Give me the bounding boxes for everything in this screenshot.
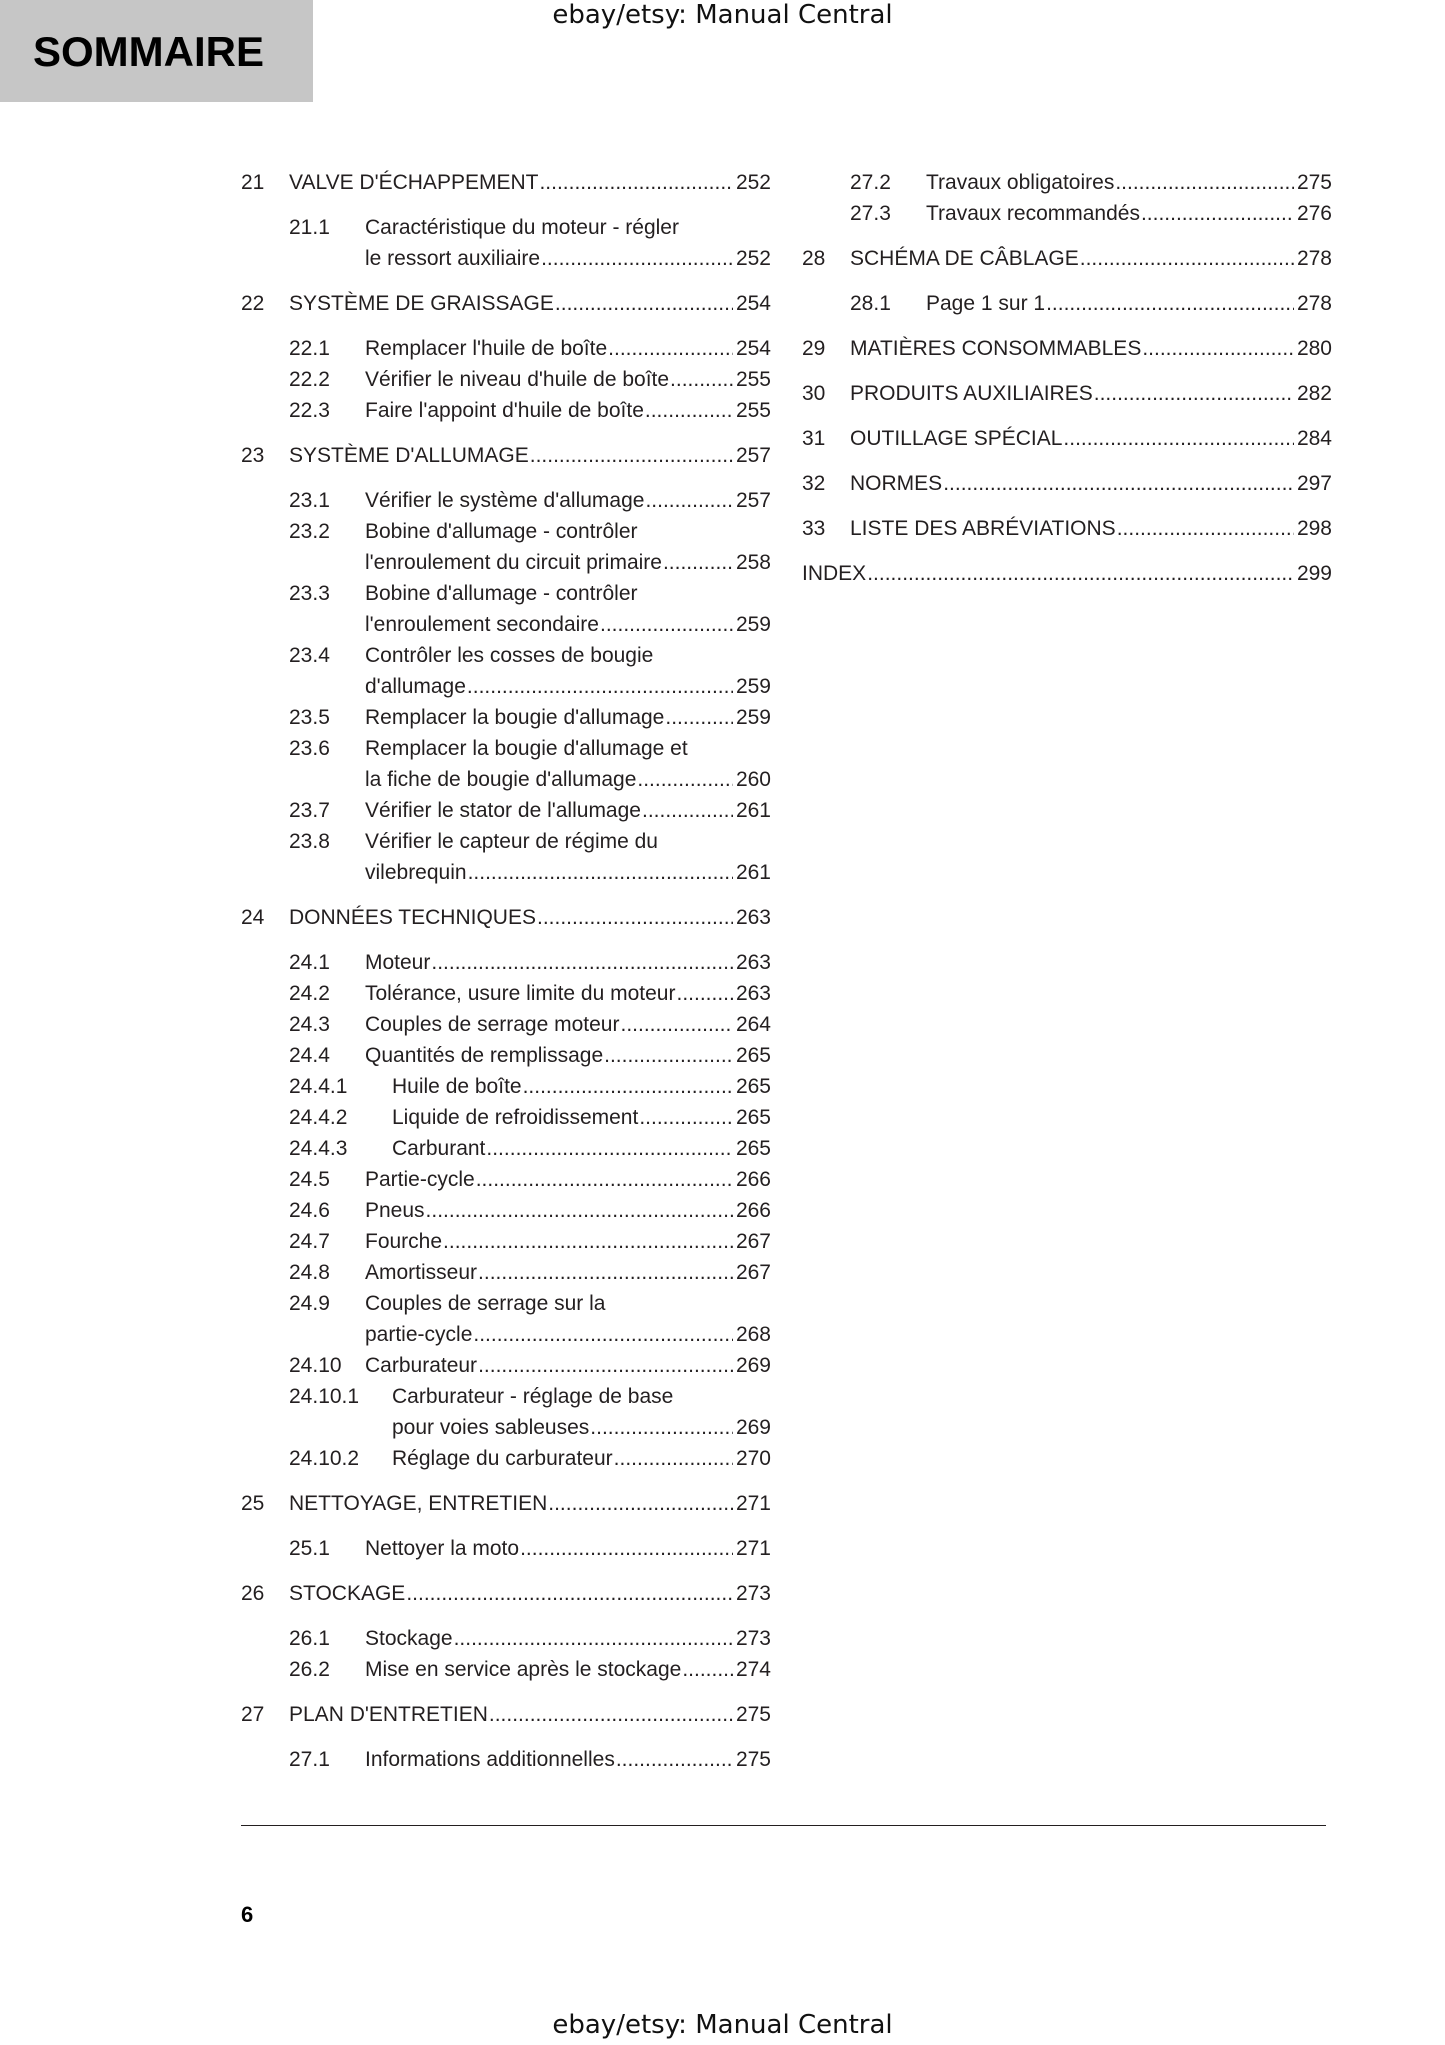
toc-number: 24.5 <box>289 1168 330 1191</box>
toc-page: 254 <box>735 292 771 315</box>
toc-title: Vérifier le stator de l'allumage <box>365 799 641 822</box>
toc-title: NETTOYAGE, ENTRETIEN <box>289 1492 548 1515</box>
toc-page: 265 <box>735 1106 771 1129</box>
toc-title: Bobine d'allumage - contrôler <box>365 520 638 543</box>
toc-number: 25 <box>241 1492 265 1515</box>
toc-number: 24.10.2 <box>289 1447 360 1470</box>
toc-page: 299 <box>1296 562 1332 585</box>
toc-title: Couples de serrage moteur <box>365 1013 620 1036</box>
toc-page: 265 <box>735 1075 771 1098</box>
toc-chapter[interactable] <box>241 902 771 933</box>
toc-number: 24.10.1 <box>289 1385 360 1408</box>
toc-number: 26.1 <box>289 1627 330 1650</box>
toc-title: partie-cycle <box>365 1323 473 1346</box>
toc-number: 32 <box>802 472 826 495</box>
toc-page: 269 <box>735 1354 771 1377</box>
toc-title: DONNÉES TECHNIQUES <box>289 906 536 929</box>
toc-section[interactable] <box>241 395 771 426</box>
toc-number: 22.3 <box>289 399 330 422</box>
toc-section[interactable] <box>802 288 1332 319</box>
toc-title: vilebrequin <box>365 861 467 884</box>
toc-title: Informations additionnelles <box>365 1748 615 1771</box>
dot-leader <box>600 609 733 640</box>
toc-number: 22.1 <box>289 337 330 360</box>
toc-page: 271 <box>735 1537 771 1560</box>
toc-title: Remplacer la bougie d'allumage <box>365 706 665 729</box>
dot-leader <box>478 1257 733 1288</box>
dot-leader <box>555 288 733 319</box>
toc-title: Moteur <box>365 951 431 974</box>
toc-page: 259 <box>735 706 771 729</box>
dot-leader <box>637 764 733 795</box>
dot-leader <box>1063 423 1294 454</box>
toc-section[interactable] <box>241 733 771 795</box>
toc-number: 23.8 <box>289 830 330 853</box>
toc-number: 29 <box>802 337 826 360</box>
toc-page: 257 <box>735 489 771 512</box>
toc-number: 27.2 <box>850 171 891 194</box>
toc-section[interactable] <box>241 978 771 1009</box>
toc-section[interactable] <box>241 1443 771 1474</box>
toc-page: 258 <box>735 551 771 574</box>
toc-section[interactable] <box>241 1164 771 1195</box>
dot-leader <box>431 947 733 978</box>
toc-section[interactable] <box>241 1195 771 1226</box>
toc-page: 255 <box>735 368 771 391</box>
toc-title: Tolérance, usure limite du moteur <box>365 982 676 1005</box>
dot-leader <box>443 1226 733 1257</box>
dot-leader <box>468 857 733 888</box>
toc-title: Carburateur <box>365 1354 478 1377</box>
toc-section[interactable] <box>241 516 771 578</box>
toc-chapter[interactable] <box>802 423 1332 454</box>
toc-chapter[interactable] <box>241 288 771 319</box>
toc-column-left <box>241 167 771 1775</box>
watermark-bottom: ebay/etsy: Manual Central <box>552 2010 893 2040</box>
toc-section[interactable] <box>241 333 771 364</box>
toc-title: PLAN D'ENTRETIEN <box>289 1703 488 1726</box>
toc-number: 31 <box>802 427 826 450</box>
dot-leader <box>663 547 733 578</box>
toc-page: 255 <box>735 399 771 422</box>
toc-title: Caractéristique du moteur - régler <box>365 216 679 239</box>
toc-section[interactable] <box>241 1040 771 1071</box>
toc-chapter[interactable] <box>241 167 771 198</box>
dot-leader <box>467 671 733 702</box>
dot-leader <box>478 1350 733 1381</box>
toc-title: Vérifier le système d'allumage <box>365 489 645 512</box>
toc-page: 265 <box>735 1137 771 1160</box>
toc-title: LISTE DES ABRÉVIATIONS <box>850 517 1116 540</box>
toc-title: Carburateur - réglage de base <box>392 1385 674 1408</box>
dot-leader <box>1142 333 1294 364</box>
toc-page: 265 <box>735 1044 771 1067</box>
toc-page: 269 <box>735 1416 771 1439</box>
toc-number: 27.3 <box>850 202 891 225</box>
dot-leader <box>665 702 733 733</box>
toc-number: 22 <box>241 292 265 315</box>
toc-number: 23.1 <box>289 489 330 512</box>
dot-leader <box>520 1533 733 1564</box>
toc-title: Faire l'appoint d'huile de boîte <box>365 399 644 422</box>
toc-title: Remplacer la bougie d'allumage et <box>365 737 688 760</box>
toc-title: d'allumage <box>365 675 466 698</box>
toc-chapter[interactable] <box>241 440 771 471</box>
watermark-top: ebay/etsy: Manual Central <box>552 0 893 30</box>
toc-number: 30 <box>802 382 826 405</box>
dot-leader <box>620 1009 732 1040</box>
toc-title: OUTILLAGE SPÉCIAL <box>850 427 1063 450</box>
toc-page: 267 <box>735 1230 771 1253</box>
toc-title: SYSTÈME D'ALLUMAGE <box>289 444 529 467</box>
toc-section[interactable] <box>241 1350 771 1381</box>
toc-number: 33 <box>802 517 826 540</box>
toc-page: 276 <box>1296 202 1332 225</box>
dot-leader <box>489 1699 733 1730</box>
toc-section[interactable] <box>241 1226 771 1257</box>
toc-number: 23.6 <box>289 737 330 760</box>
page-title: SOMMAIRE <box>33 28 264 75</box>
dot-leader <box>645 395 733 426</box>
toc-title: STOCKAGE <box>289 1582 406 1605</box>
toc-title: l'enroulement du circuit primaire <box>365 551 662 574</box>
dot-leader <box>486 1133 733 1164</box>
toc-title: Stockage <box>365 1627 453 1650</box>
toc-number: 25.1 <box>289 1537 330 1560</box>
toc-page: 263 <box>735 906 771 929</box>
dot-leader <box>530 440 733 471</box>
toc-section[interactable] <box>241 1071 771 1102</box>
dot-leader <box>943 468 1294 499</box>
toc-number: 28.1 <box>850 292 891 315</box>
dot-leader <box>676 978 732 1009</box>
toc-title: SCHÉMA DE CÂBLAGE <box>850 247 1079 270</box>
header-banner <box>0 0 313 102</box>
toc-page: 259 <box>735 675 771 698</box>
toc-number: 24.10 <box>289 1354 342 1377</box>
toc-number: 24 <box>241 906 265 929</box>
toc-number: 23.2 <box>289 520 330 543</box>
toc-number: 27.1 <box>289 1748 330 1771</box>
toc-page: 273 <box>735 1627 771 1650</box>
dot-leader <box>473 1319 733 1350</box>
toc-title: Réglage du carburateur <box>392 1447 613 1470</box>
toc-number: 24.4.3 <box>289 1137 348 1160</box>
toc-number: 24.8 <box>289 1261 330 1284</box>
toc-title: le ressort auxiliaire <box>365 247 541 270</box>
toc-page: 266 <box>735 1168 771 1191</box>
dot-leader <box>616 1744 733 1775</box>
toc-title: Page 1 sur 1 <box>926 292 1046 315</box>
toc-number: 22.2 <box>289 368 330 391</box>
toc-page: 259 <box>735 613 771 636</box>
toc-number: 21.1 <box>289 216 330 239</box>
toc-number: 24.4 <box>289 1044 330 1067</box>
toc-title: la fiche de bougie d'allumage <box>365 768 637 791</box>
toc-page: 271 <box>735 1492 771 1515</box>
toc-title: Partie-cycle <box>365 1168 475 1191</box>
toc-section[interactable] <box>241 1102 771 1133</box>
toc-number: 24.4.1 <box>289 1075 348 1098</box>
toc-section[interactable] <box>241 1623 771 1654</box>
dot-leader <box>1141 198 1294 229</box>
toc-number: 23 <box>241 444 265 467</box>
toc-section[interactable] <box>241 1744 771 1775</box>
toc-page: 264 <box>735 1013 771 1036</box>
dot-leader <box>614 1443 733 1474</box>
toc-number: 26 <box>241 1582 265 1605</box>
dot-leader <box>867 558 1294 589</box>
toc-section[interactable] <box>802 167 1332 198</box>
dot-leader <box>682 1654 733 1685</box>
dot-leader <box>1094 378 1294 409</box>
toc-title: Amortisseur <box>365 1261 478 1284</box>
toc-page: 274 <box>735 1658 771 1681</box>
toc-section[interactable] <box>241 1133 771 1164</box>
toc-title: Quantités de remplissage <box>365 1044 604 1067</box>
dot-leader <box>1115 167 1294 198</box>
toc-section[interactable] <box>241 640 771 702</box>
toc-title: pour voies sableuses <box>392 1416 590 1439</box>
toc-title: Travaux obligatoires <box>926 171 1115 194</box>
toc-chapter[interactable] <box>802 333 1332 364</box>
toc-section[interactable] <box>241 1009 771 1040</box>
toc-number: 23.7 <box>289 799 330 822</box>
toc-number: 24.4.2 <box>289 1106 348 1129</box>
toc-page: 280 <box>1296 337 1332 360</box>
dot-leader <box>523 1071 733 1102</box>
dot-leader <box>670 364 733 395</box>
toc-title: Liquide de refroidissement <box>392 1106 639 1129</box>
toc-number: 23.3 <box>289 582 330 605</box>
toc-title: Fourche <box>365 1230 443 1253</box>
toc-number: 24.9 <box>289 1292 330 1315</box>
toc-number: 28 <box>802 247 826 270</box>
toc-page: 260 <box>735 768 771 791</box>
toc-title: Carburant <box>392 1137 486 1160</box>
toc-page: 297 <box>1296 472 1332 495</box>
toc-title: Remplacer l'huile de boîte <box>365 337 608 360</box>
toc-title: Vérifier le capteur de régime du <box>365 830 658 853</box>
toc-page: 275 <box>735 1703 771 1726</box>
toc-section[interactable] <box>241 485 771 516</box>
toc-section[interactable] <box>241 1381 771 1443</box>
toc-number: 24.2 <box>289 982 330 1005</box>
toc-page: 263 <box>735 951 771 974</box>
toc-page: 257 <box>735 444 771 467</box>
dot-leader <box>454 1623 733 1654</box>
toc-title: NORMES <box>850 472 943 495</box>
toc-title: Couples de serrage sur la <box>365 1292 606 1315</box>
toc-section[interactable] <box>802 198 1332 229</box>
toc-page: 282 <box>1296 382 1332 405</box>
dot-leader <box>608 333 733 364</box>
toc-section[interactable] <box>241 1654 771 1685</box>
toc-chapter[interactable] <box>802 378 1332 409</box>
toc-title: SYSTÈME DE GRAISSAGE <box>289 292 554 315</box>
toc-page: 266 <box>735 1199 771 1222</box>
toc-page: 298 <box>1296 517 1332 540</box>
dot-leader <box>1046 288 1294 319</box>
toc-page: 284 <box>1296 427 1332 450</box>
dot-leader <box>642 795 733 826</box>
toc-title: Mise en service après le stockage <box>365 1658 682 1681</box>
toc-title: l'enroulement secondaire <box>365 613 599 636</box>
toc-section[interactable] <box>241 364 771 395</box>
toc-title: Nettoyer la moto <box>365 1537 520 1560</box>
dot-leader <box>604 1040 733 1071</box>
toc-chapter[interactable] <box>241 1578 771 1609</box>
toc-title: PRODUITS AUXILIAIRES <box>850 382 1093 405</box>
toc-section[interactable] <box>241 1288 771 1350</box>
toc-chapter[interactable] <box>802 558 1332 589</box>
toc-number: 21 <box>241 171 265 194</box>
toc-page: 273 <box>735 1582 771 1605</box>
toc-section[interactable] <box>241 212 771 274</box>
footer-divider <box>241 1825 1326 1826</box>
toc-chapter[interactable] <box>802 243 1332 274</box>
toc-title: Vérifier le niveau d'huile de boîte <box>365 368 670 391</box>
dot-leader <box>426 1195 733 1226</box>
toc-chapter[interactable] <box>241 1699 771 1730</box>
toc-page: 252 <box>735 171 771 194</box>
toc-number: 24.1 <box>289 951 330 974</box>
dot-leader <box>537 902 733 933</box>
dot-leader <box>541 243 733 274</box>
toc-page: 252 <box>735 247 771 270</box>
toc-title: Contrôler les cosses de bougie <box>365 644 654 667</box>
dot-leader <box>1080 243 1294 274</box>
toc-page: 254 <box>735 337 771 360</box>
dot-leader <box>645 485 732 516</box>
dot-leader <box>639 1102 733 1133</box>
toc-title: MATIÈRES CONSOMMABLES <box>850 337 1142 360</box>
toc-section[interactable] <box>241 1257 771 1288</box>
toc-chapter[interactable] <box>802 513 1332 544</box>
toc-number: 27 <box>241 1703 265 1726</box>
dot-leader <box>476 1164 733 1195</box>
toc-chapter[interactable] <box>802 468 1332 499</box>
toc-page: 275 <box>735 1748 771 1771</box>
toc-page: 270 <box>735 1447 771 1470</box>
toc-page: 275 <box>1296 171 1332 194</box>
toc-title: Travaux recommandés <box>926 202 1140 225</box>
toc-page: 268 <box>735 1323 771 1346</box>
page-number: 6 <box>241 1902 254 1927</box>
toc-page: 278 <box>1296 292 1332 315</box>
dot-leader <box>539 167 732 198</box>
toc-page: 278 <box>1296 247 1332 270</box>
toc-title: Bobine d'allumage - contrôler <box>365 582 638 605</box>
toc-title: Pneus <box>365 1199 425 1222</box>
toc-section[interactable] <box>241 578 771 640</box>
toc-section[interactable] <box>241 947 771 978</box>
toc-number: 24.6 <box>289 1199 330 1222</box>
toc-page: 261 <box>735 861 771 884</box>
toc-page: 261 <box>735 799 771 822</box>
toc-title: Huile de boîte <box>392 1075 522 1098</box>
toc-chapter[interactable] <box>241 1488 771 1519</box>
toc-section[interactable] <box>241 702 771 733</box>
dot-leader <box>406 1578 733 1609</box>
toc-page: 267 <box>735 1261 771 1284</box>
toc-section[interactable] <box>241 826 771 888</box>
toc-number: 24.3 <box>289 1013 330 1036</box>
toc-number: 26.2 <box>289 1658 330 1681</box>
dot-leader <box>1117 513 1294 544</box>
toc-section[interactable] <box>241 1533 771 1564</box>
toc-number: 23.4 <box>289 644 330 667</box>
dot-leader <box>548 1488 733 1519</box>
toc-column-right <box>802 167 1332 589</box>
toc-number: 23.5 <box>289 706 330 729</box>
toc-number: 24.7 <box>289 1230 330 1253</box>
toc-title: VALVE D'ÉCHAPPEMENT <box>289 171 539 194</box>
toc-page: 263 <box>735 982 771 1005</box>
toc-title: INDEX <box>802 562 867 585</box>
toc-section[interactable] <box>241 795 771 826</box>
dot-leader <box>590 1412 733 1443</box>
